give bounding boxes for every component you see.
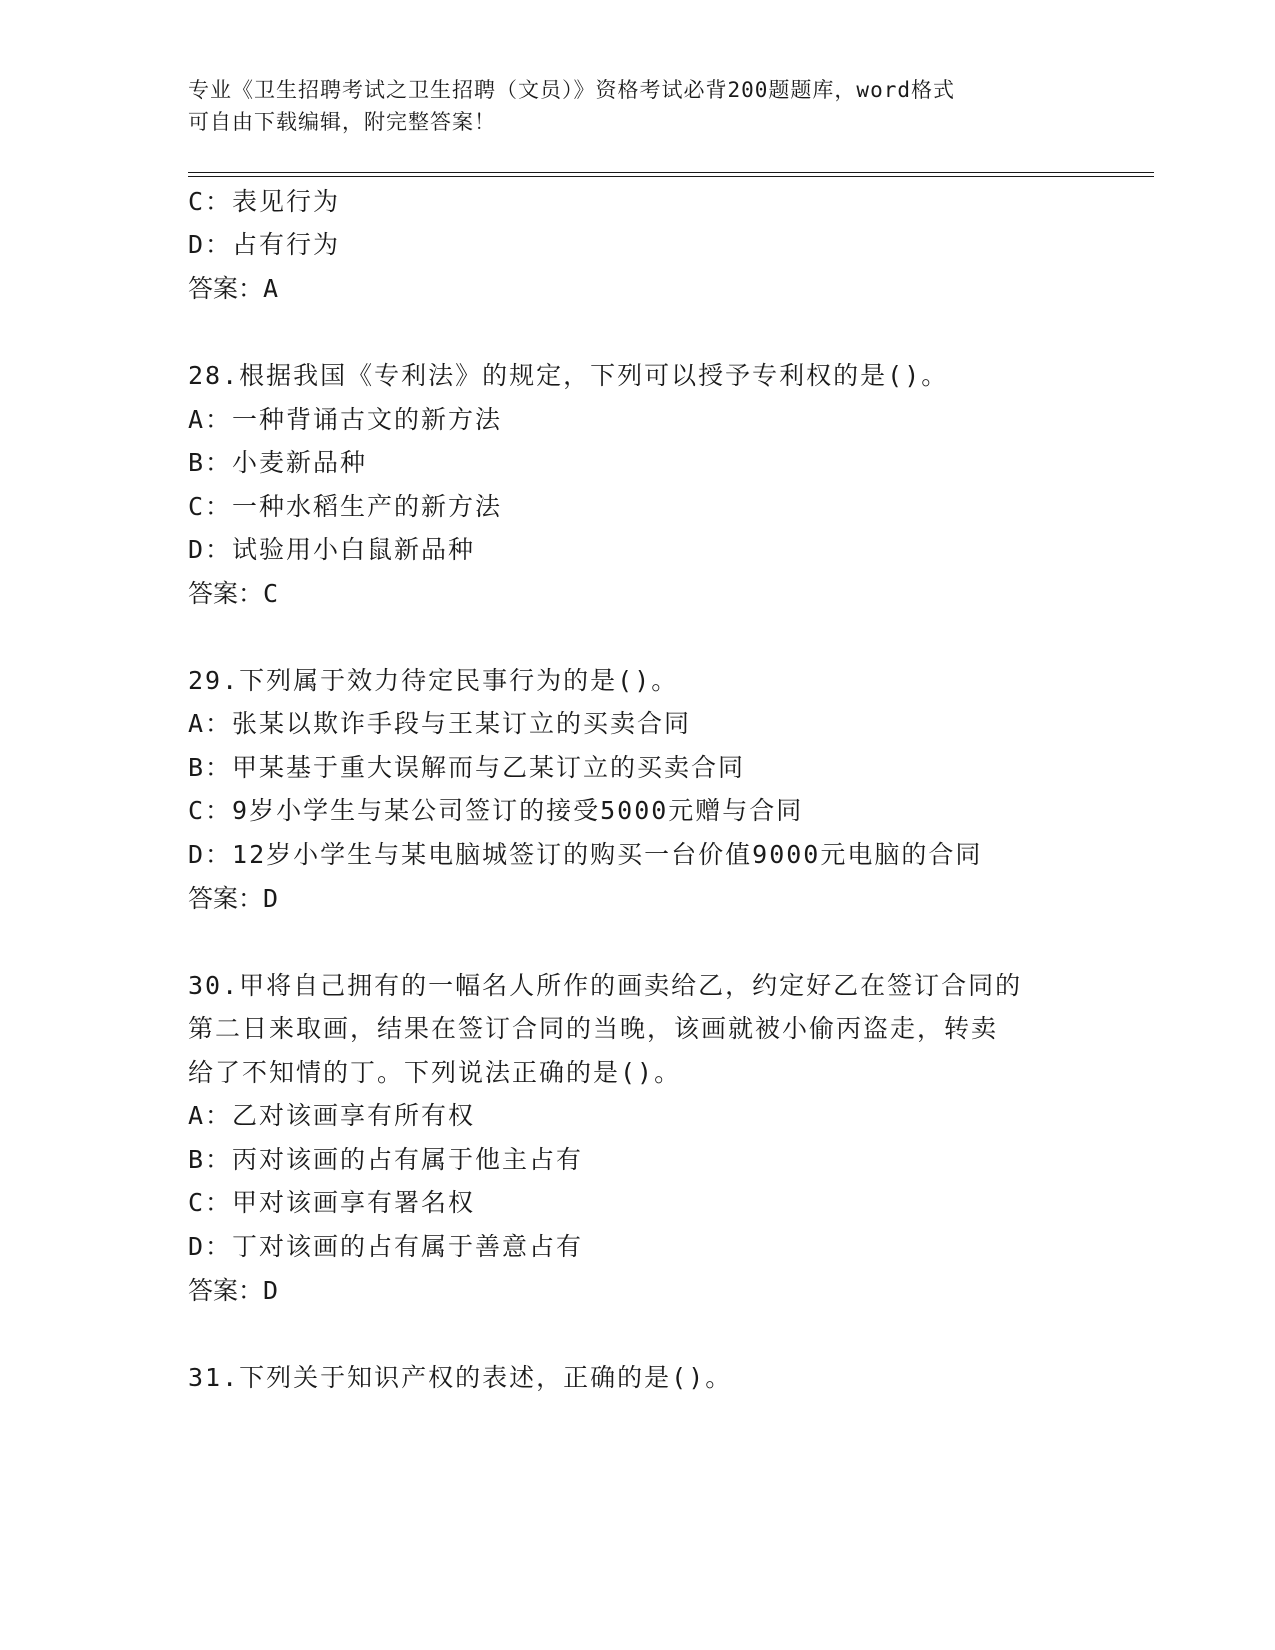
q31-stem: 31.下列关于知识产权的表述，正确的是()。 <box>188 1363 733 1392</box>
q27-option-c: C：表见行为 <box>188 187 341 216</box>
q28-option-c: C：一种水稻生产的新方法 <box>188 492 503 521</box>
q28-option-d: D：试验用小白鼠新品种 <box>188 535 476 564</box>
q30-stem-line-1: 30.甲将自己拥有的一幅名人所作的画卖给乙，约定好乙在签订合同的 <box>188 971 1023 1000</box>
q29-option-a: A：张某以欺诈手段与王某订立的买卖合同 <box>188 709 692 738</box>
q30-stem-line-3: 给了不知情的丁。下列说法正确的是()。 <box>188 1058 682 1087</box>
q28-option-a: A：一种背诵古文的新方法 <box>188 405 503 434</box>
document-header <box>188 74 1068 138</box>
q30-answer: 答案：D <box>188 1276 279 1305</box>
header-divider-top <box>188 172 1154 173</box>
q30-option-d: D：丁对该画的占有属于善意占有 <box>188 1232 584 1261</box>
q30-stem-line-2: 第二日来取画，结果在签订合同的当晚，该画就被小偷丙盗走，转卖 <box>188 1014 999 1043</box>
q30-option-a: A：乙对该画享有所有权 <box>188 1101 476 1130</box>
q27-option-d: D：占有行为 <box>188 230 341 259</box>
q28-option-b: B：小麦新品种 <box>188 448 368 477</box>
header-title-line-2: 可自由下载编辑，附完整答案！ <box>188 110 496 134</box>
q30-option-c: C：甲对该画享有署名权 <box>188 1188 476 1217</box>
q29-answer: 答案：D <box>188 884 279 913</box>
q29-option-d: D：12岁小学生与某电脑城签订的购买一台价值9000元电脑的合同 <box>188 840 983 869</box>
header-divider-bottom <box>188 176 1154 177</box>
q29-stem: 29.下列属于效力待定民事行为的是()。 <box>188 666 679 695</box>
q30-option-b: B：丙对该画的占有属于他主占有 <box>188 1145 584 1174</box>
header-title-line-1: 专业《卫生招聘考试之卫生招聘（文员）》资格考试必背200题题库，word格式 <box>188 78 955 102</box>
q29-option-c: C：9岁小学生与某公司签订的接受5000元赠与合同 <box>188 796 804 825</box>
q28-stem: 28.根据我国《专利法》的规定，下列可以授予专利权的是()。 <box>188 361 949 390</box>
q29-option-b: B：甲某基于重大误解而与乙某订立的买卖合同 <box>188 753 746 782</box>
q27-answer: 答案：A <box>188 274 279 303</box>
q28-answer: 答案：C <box>188 579 279 608</box>
